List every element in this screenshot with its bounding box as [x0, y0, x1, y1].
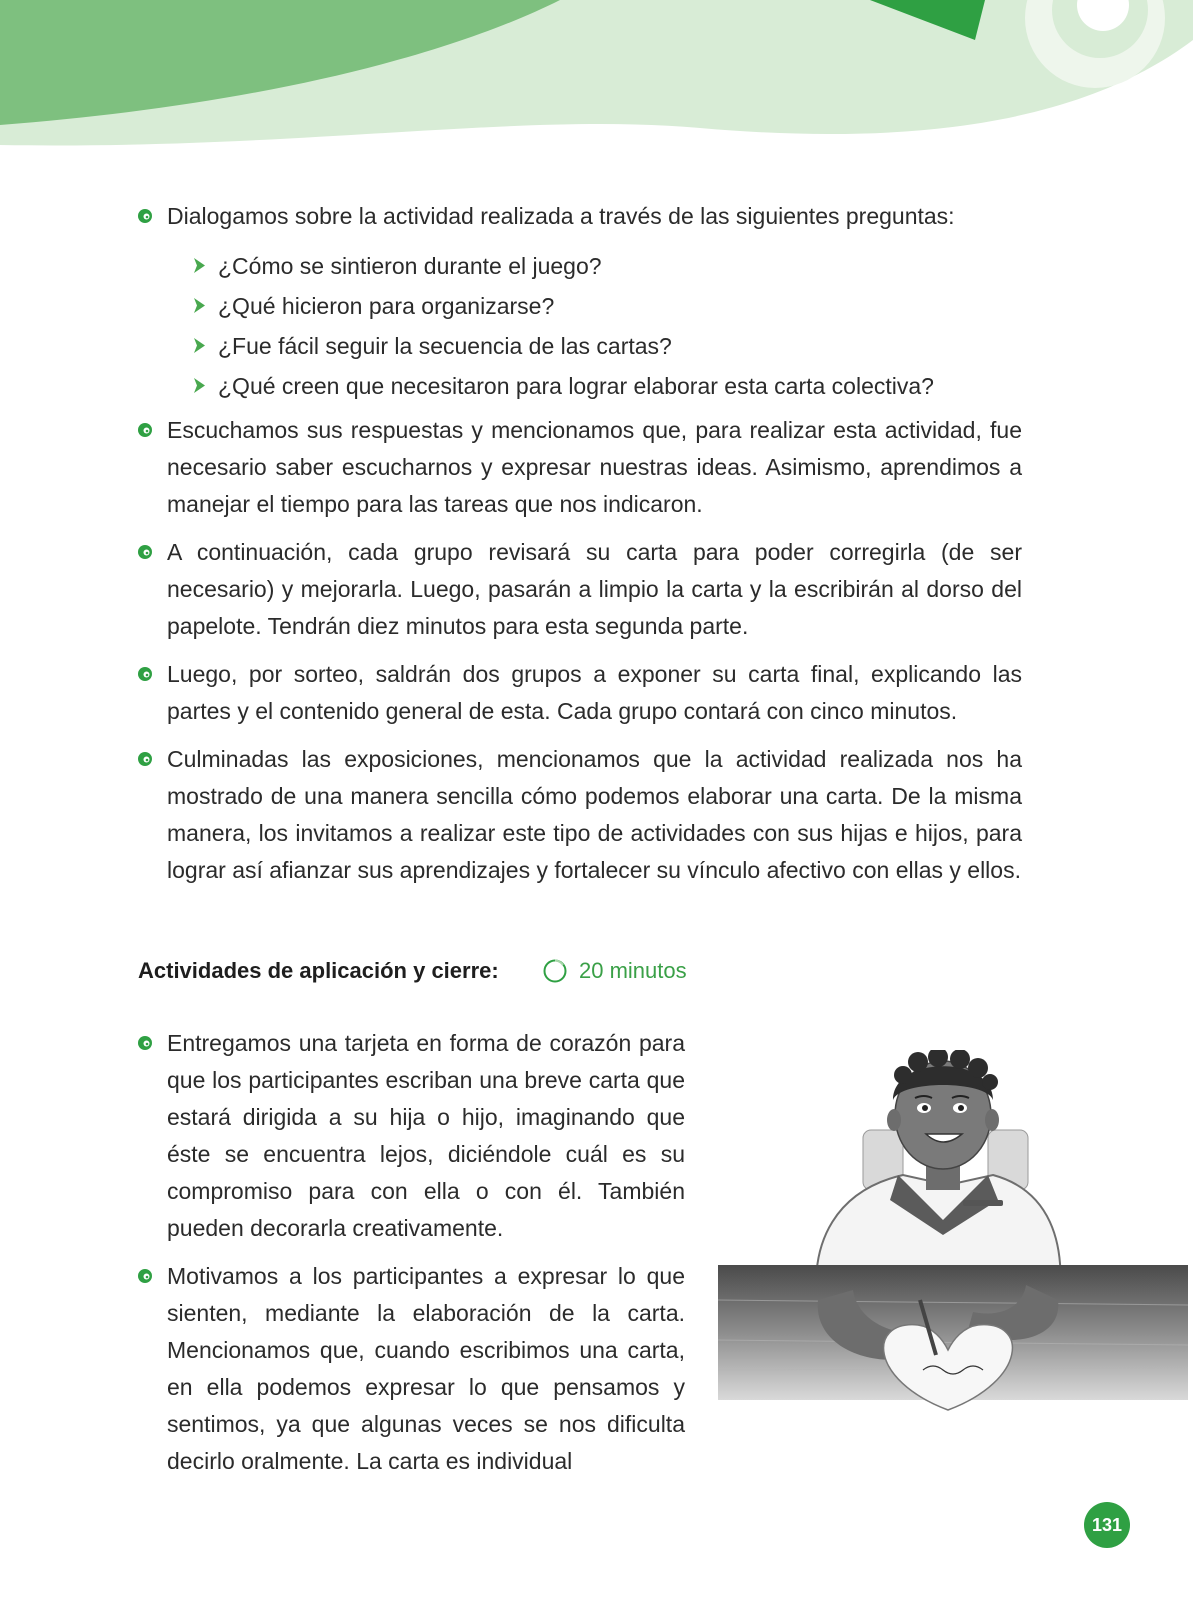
list-item: Entregamos una tarjeta en forma de corazón para que los participantes escriban una breve carta que estará dirigida a su hija o hijo, imaginando que éste se encuentra lejos, diciéndole cuál es su compromiso para con ella o con él. También pueden decorarla creativamente.: [138, 1025, 685, 1247]
bullet-icon: [138, 667, 152, 681]
list-item: Culminadas las exposiciones, mencionamos que la actividad realizada nos ha mostrado de una manera sencilla cómo podemos elaborar una carta. De la misma manera, los invitamos a realizar este tipo de actividades con sus hijas e hijos, para lograr así afianzar sus aprendizajes y fortalecer su vínculo afectivo con ellas y ellos.: [138, 741, 1022, 889]
question-list: [138, 246, 1022, 406]
illustration-man-writing-letter: [718, 1050, 1188, 1430]
arrow-icon: [193, 337, 206, 354]
closing-activities: [138, 1025, 685, 1491]
question-item: ¿Fue fácil seguir la secuencia de las cartas?: [193, 326, 1022, 366]
duration: [543, 958, 687, 984]
question-item: ¿Cómo se sintieron durante el juego?: [193, 246, 1022, 286]
question-item: ¿Qué creen que necesitaron para lograr elaborar esta carta colectiva?: [193, 366, 1022, 406]
bullet-icon: [138, 752, 152, 766]
section-heading: Actividades de aplicación y cierre:: [138, 958, 499, 983]
list-item: Escuchamos sus respuestas y mencionamos que, para realizar esta actividad, fue necesario saber escucharnos y expresar nuestras ideas. Asimismo, aprendimos a manejar el tiempo para las tareas que nos indicaron.: [138, 412, 1022, 523]
bullet-icon: [138, 545, 152, 559]
bullet-icon: [138, 423, 152, 437]
page-number: 131: [1084, 1502, 1130, 1548]
duration-label: 20 minutos: [579, 958, 687, 983]
arrow-icon: [193, 297, 206, 314]
bullet-icon: [138, 209, 152, 223]
bullet-icon: [138, 1036, 152, 1050]
arrow-icon: [193, 377, 206, 394]
bullet-icon: [138, 1269, 152, 1283]
list-item: Luego, por sorteo, saldrán dos grupos a exponer su carta final, explicando las partes y el contenido general de esta. Cada grupo contará con cinco minutos.: [138, 656, 1022, 730]
list-item: A continuación, cada grupo revisará su carta para poder corregirla (de ser necesario) y mejorarla. Luego, pasarán a limpio la carta y la escribirán al dorso del papelote. Tendrán diez minutos para esta segunda parte.: [138, 534, 1022, 645]
intro-text: Dialogamos sobre la actividad realizada a través de las siguientes preguntas:: [167, 203, 955, 229]
clock-icon: [543, 959, 567, 983]
activity-discussion: [138, 198, 1022, 900]
header-decoration: [0, 0, 1193, 150]
list-item: [138, 198, 1022, 235]
question-item: ¿Qué hicieron para organizarse?: [193, 286, 1022, 326]
list-item: Motivamos a los participantes a expresar lo que sienten, mediante la elaboración de la carta. Mencionamos que, cuando escribimos una carta, en ella podemos expresar lo que pensamos y sentimos, ya que algunas veces se nos dificulta decirlo oralmente. La carta es individual: [138, 1258, 685, 1480]
arrow-icon: [193, 257, 206, 274]
